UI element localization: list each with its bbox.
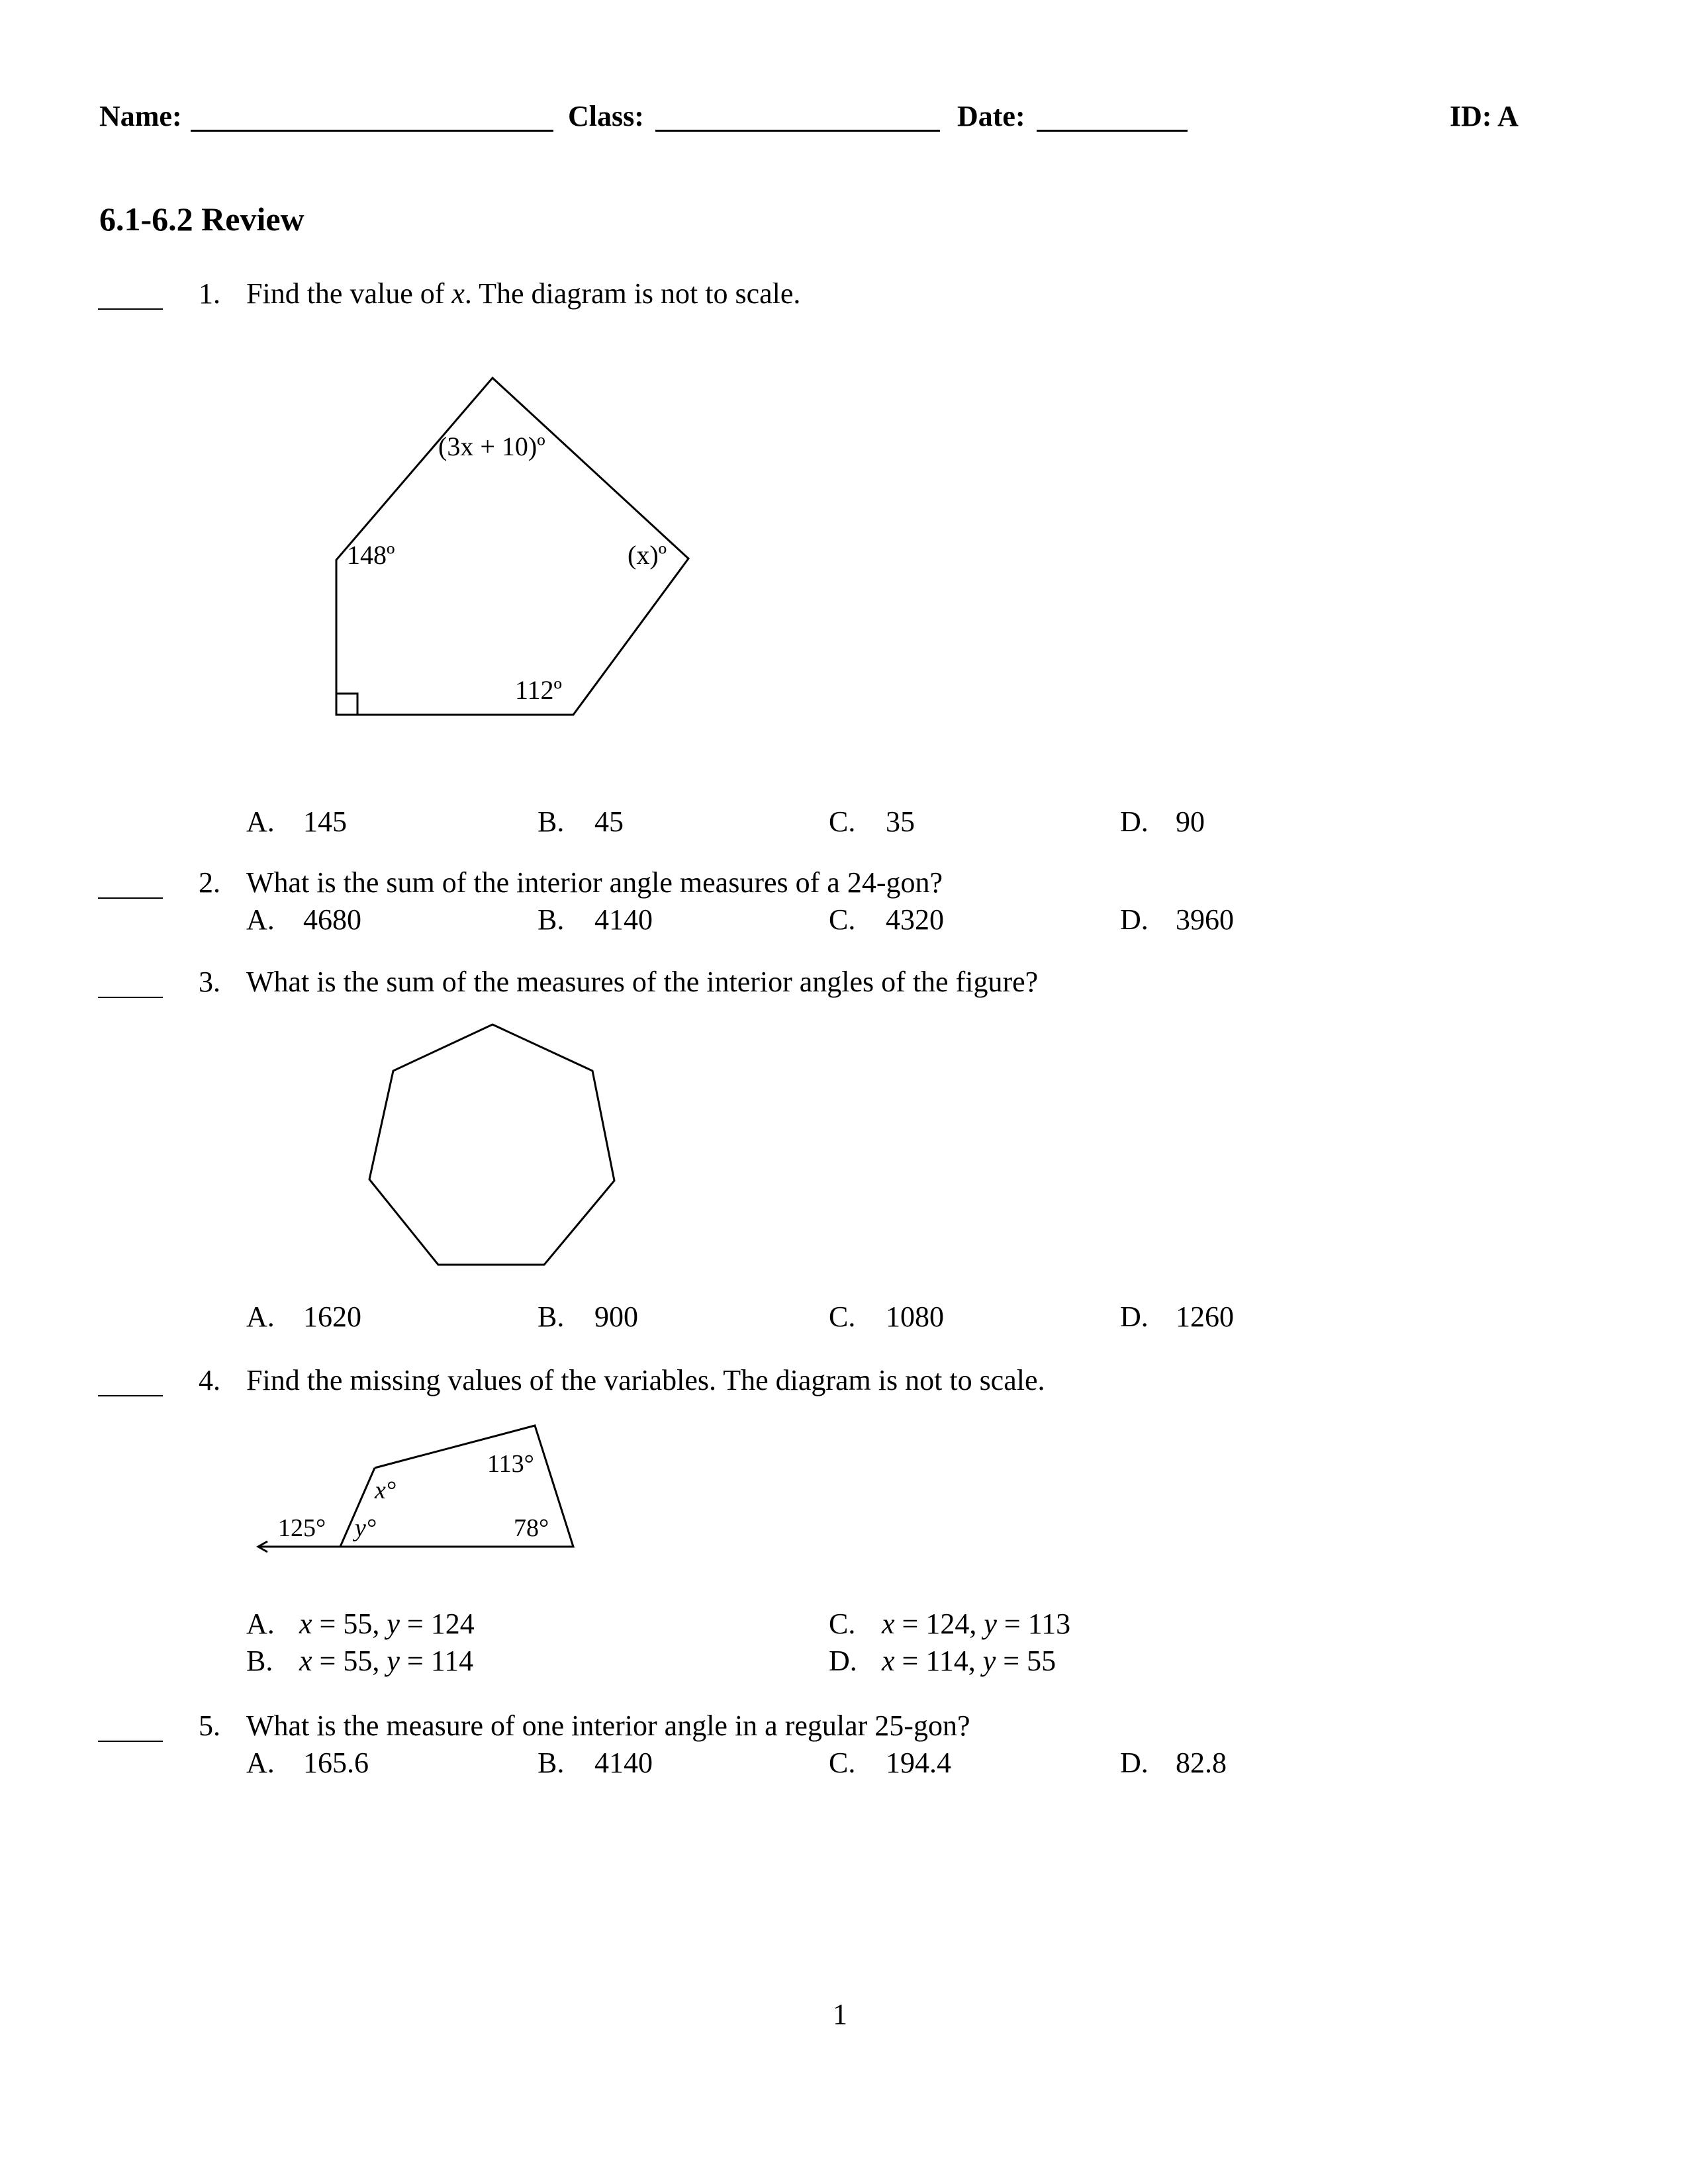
choice-a[interactable]: 145 <box>303 805 347 838</box>
page-title: 6.1-6.2 Review <box>99 201 305 238</box>
choice-c[interactable]: 1080 <box>886 1300 944 1333</box>
choice-d[interactable]: 82.8 <box>1176 1747 1227 1779</box>
prompt-text: Find the value of x. The diagram is not to scale. <box>246 277 801 310</box>
choice-d-letter: D. <box>1120 903 1149 936</box>
choice-d-letter: D. <box>829 1645 857 1677</box>
question-number: 1. <box>199 277 220 310</box>
choice-c[interactable]: x = 124, y = 113 <box>882 1608 1071 1640</box>
name-label: Name: <box>99 100 182 132</box>
choice-c[interactable]: 35 <box>886 805 915 838</box>
date-label: Date: <box>957 100 1025 132</box>
choice-a[interactable]: 1620 <box>303 1300 361 1333</box>
choice-d[interactable]: 3960 <box>1176 903 1234 936</box>
angle-label-113: 113° <box>487 1450 534 1478</box>
choice-c[interactable]: 194.4 <box>886 1747 951 1779</box>
test-id: ID: A <box>1450 100 1519 132</box>
choice-c-letter: C. <box>829 1747 856 1779</box>
choice-a[interactable]: 165.6 <box>303 1747 369 1779</box>
choice-a[interactable]: 4680 <box>303 903 361 936</box>
choice-b[interactable]: 45 <box>594 805 624 838</box>
choice-b[interactable]: 4140 <box>594 903 653 936</box>
question-prompt: What is the sum of the measures of the interior angles of the figure? <box>246 966 1039 998</box>
angle-label-left: 148º <box>347 540 395 570</box>
choice-b[interactable]: 900 <box>594 1300 638 1333</box>
question-number: 5. <box>199 1709 220 1742</box>
choice-b[interactable]: 4140 <box>594 1747 653 1779</box>
angle-label-top: (3x + 10)º <box>438 432 545 461</box>
choice-c-letter: C. <box>829 1300 856 1333</box>
choice-a-letter: A. <box>246 1747 275 1779</box>
choice-a-letter: A. <box>246 1300 275 1333</box>
choice-b[interactable]: x = 55, y = 114 <box>299 1645 474 1677</box>
answer-blank[interactable] <box>98 1734 163 1742</box>
choice-c[interactable]: 4320 <box>886 903 944 936</box>
choice-d-letter: D. <box>1120 1300 1149 1333</box>
class-label: Class: <box>568 100 644 132</box>
question-number: 4. <box>199 1364 220 1396</box>
angle-label-bottom: 112º <box>515 675 562 705</box>
choice-d-letter: D. <box>1120 1747 1149 1779</box>
choice-d[interactable]: 1260 <box>1176 1300 1234 1333</box>
choice-a-letter: A. <box>246 1608 275 1640</box>
choice-b-letter: B. <box>538 1747 565 1779</box>
choice-d[interactable]: x = 114, y = 55 <box>882 1645 1056 1677</box>
angle-label-right: (x)º <box>628 540 667 570</box>
angle-label-y: y° <box>355 1514 377 1542</box>
choice-b-letter: B. <box>538 1300 565 1333</box>
choice-b-letter: B. <box>246 1645 273 1677</box>
choice-d-letter: D. <box>1120 805 1149 838</box>
question-number: 2. <box>199 866 220 899</box>
page-number: 1 <box>833 1998 847 2030</box>
choice-c-letter: C. <box>829 805 856 838</box>
question-prompt: What is the sum of the interior angle measures of a 24-gon? <box>246 866 943 899</box>
question-number: 3. <box>199 966 220 998</box>
choice-a[interactable]: x = 55, y = 124 <box>299 1608 475 1640</box>
choice-c-letter: C. <box>829 1608 856 1640</box>
choice-c-letter: C. <box>829 903 856 936</box>
angle-label-x: x° <box>375 1477 397 1504</box>
choice-a-letter: A. <box>246 805 275 838</box>
choice-b-letter: B. <box>538 805 565 838</box>
question-prompt: What is the measure of one interior angle in a regular 25-gon? <box>246 1709 970 1742</box>
angle-label-125: 125° <box>278 1514 326 1542</box>
choice-d[interactable]: 90 <box>1176 805 1205 838</box>
choice-a-letter: A. <box>246 903 275 936</box>
question-prompt: Find the missing values of the variables. The diagram is not to scale. <box>246 1364 1045 1396</box>
choice-b-letter: B. <box>538 903 565 936</box>
angle-label-78: 78° <box>514 1514 549 1542</box>
